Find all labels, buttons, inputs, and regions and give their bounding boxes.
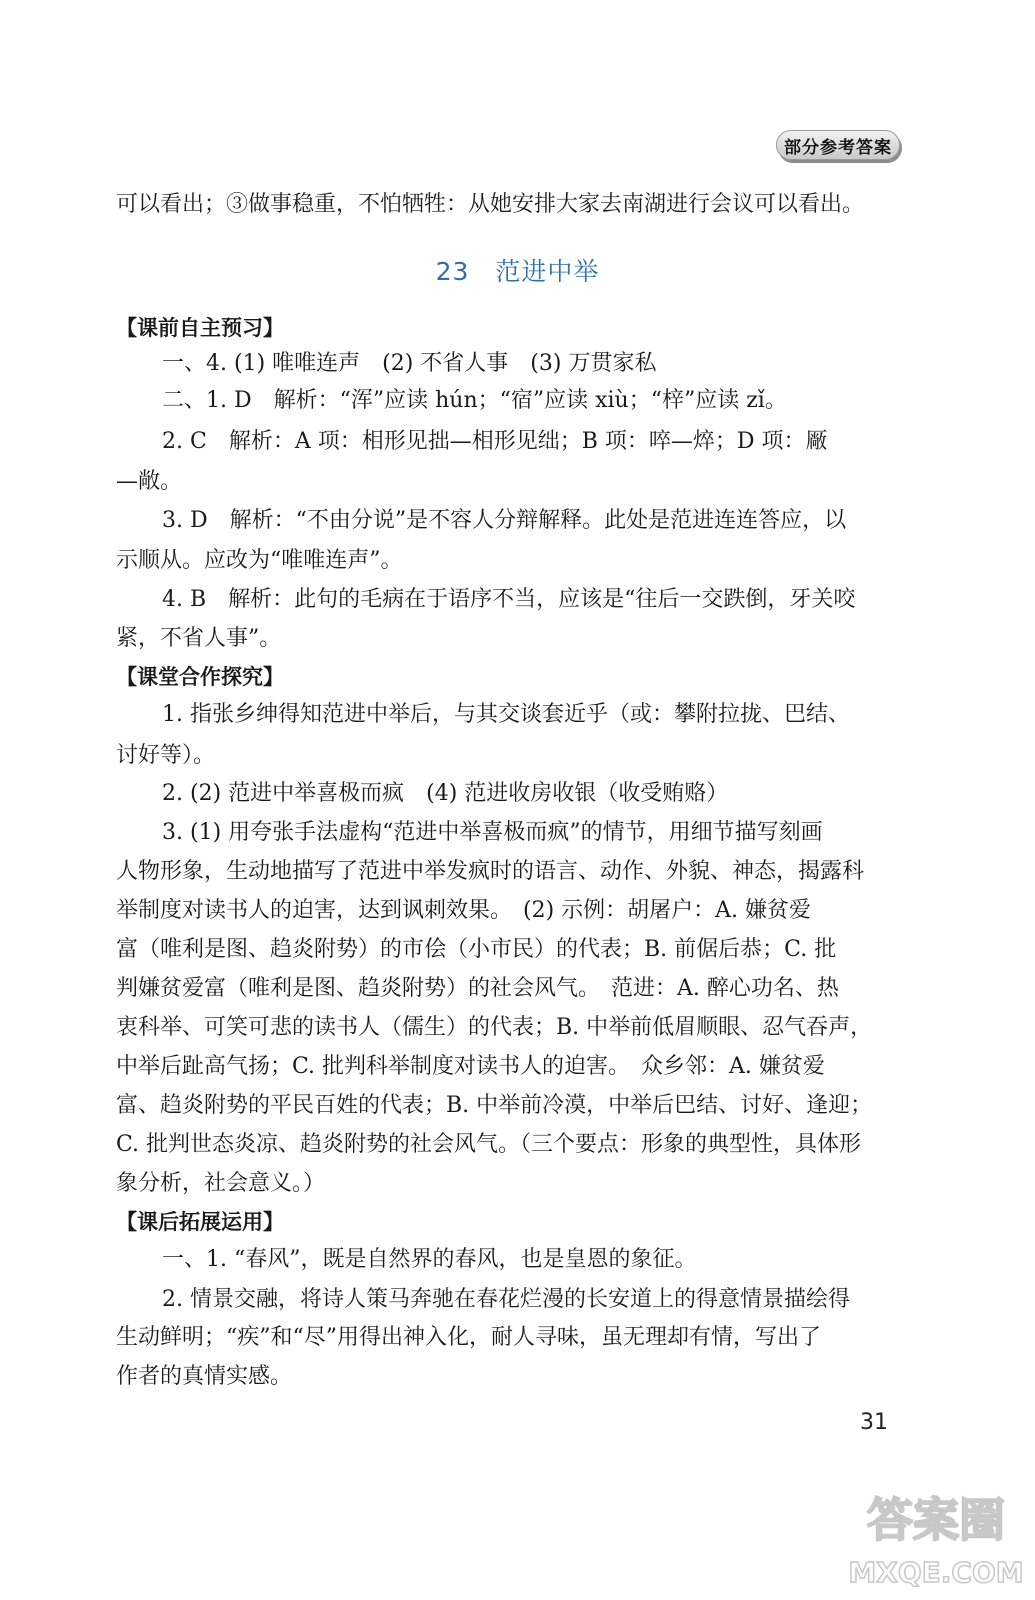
text-line: 2. (2) 范进中举喜极而疯 (4) 范进收房收银（收受贿赂）: [162, 781, 729, 806]
text-line: 可以看出；③做事稳重，不怕牺牲：从她安排大家去南湖进行会议可以看出。: [116, 192, 865, 217]
text-line: 判嫌贫爱富（唯利是图、趋炎附势）的社会风气。 范进：A. 醉心功名、热: [116, 976, 839, 1001]
text-line: 3. (1) 用夸张手法虚构“范进中举喜极而疯”的情节，用细节描写刻画: [162, 820, 823, 845]
text-line: 富、趋炎附势的平民百姓的代表；B. 中举前冷漠，中举后巴结、讨好、逢迎；: [116, 1093, 873, 1118]
section-heading: 【课堂合作探究】: [116, 665, 284, 689]
text-line: 3. D 解析：“不由分说”是不容人分辩解释。此处是范进连连答应，以: [162, 508, 847, 533]
page-number: 31: [860, 1410, 888, 1435]
text-line: —敞。: [116, 469, 183, 494]
text-line: 讨好等）。: [116, 743, 216, 768]
section-heading: 【课前自主预习】: [116, 316, 284, 340]
text-line: 衷科举、可笑可悲的读书人（儒生）的代表；B. 中举前低眉顺眼、忍气吞声，: [116, 1015, 873, 1040]
text-line: 4. B 解析：此句的毛病在于语序不当，应该是“往后一交跌倒，牙关咬: [162, 587, 856, 612]
text-line: 生动鲜明；“疾”和“尽”用得出神入化，耐人寻味，虽无理却有情，写出了: [116, 1325, 821, 1350]
text-line: 一、4. (1) 唯唯连声 (2) 不省人事 (3) 万贯家私: [162, 351, 657, 376]
text-line: 二、1. D 解析：“浑”应读 hún；“宿”应读 xiù；“梓”应读 zǐ。: [162, 388, 787, 413]
text-line: 2. C 解析：A 项：相形见拙—相形见绌；B 项：啐—焠；D 项：厰: [162, 429, 828, 454]
chapter-title: [0, 252, 1035, 288]
text-line: 象分析，社会意义。）: [116, 1171, 326, 1196]
section-badge: 部分参考答案: [776, 130, 900, 160]
text-line: 举制度对读书人的迫害，达到讽刺效果。 (2) 示例：胡屠户：A. 嫌贫爱: [116, 898, 812, 923]
watermark-url: MXQE.COM: [848, 1556, 1024, 1589]
text-line: 人物形象，生动地描写了范进中举发疯时的语言、动作、外貌、神态，揭露科: [116, 859, 865, 884]
text-line: 中举后趾高气扬；C. 批判科举制度对读书人的迫害。 众乡邻：A. 嫌贫爱: [116, 1054, 825, 1079]
text-line: 作者的真情实感。: [116, 1364, 293, 1389]
text-line: 1. 指张乡绅得知范进中举后，与其交谈套近乎（或：攀附拉拢、巴结、: [162, 702, 850, 727]
text-line: 示顺从。应改为“唯唯连声”。: [116, 548, 403, 573]
watermark-logo: [848, 1484, 1024, 1592]
text-line: C. 批判世态炎凉、趋炎附势的社会风气。（三个要点：形象的典型性，具体形: [116, 1132, 862, 1157]
text-line: 一、1. “春风”，既是自然界的春风，也是皇恩的象征。: [162, 1247, 697, 1272]
watermark-logo-text: 答案圈: [867, 1493, 1005, 1547]
chapter-name: 范进中举: [495, 257, 600, 286]
section-heading: 【课后拓展运用】: [116, 1210, 284, 1234]
text-line: 紧，不省人事”。: [116, 626, 282, 651]
chapter-number: 23: [435, 257, 470, 286]
text-line: 2. 情景交融，将诗人策马奔驰在春花烂漫的长安道上的得意情景描绘得: [162, 1287, 850, 1312]
text-line: 富（唯利是图、趋炎附势）的市侩（小市民）的代表；B. 前倨后恭；C. 批: [116, 937, 837, 962]
